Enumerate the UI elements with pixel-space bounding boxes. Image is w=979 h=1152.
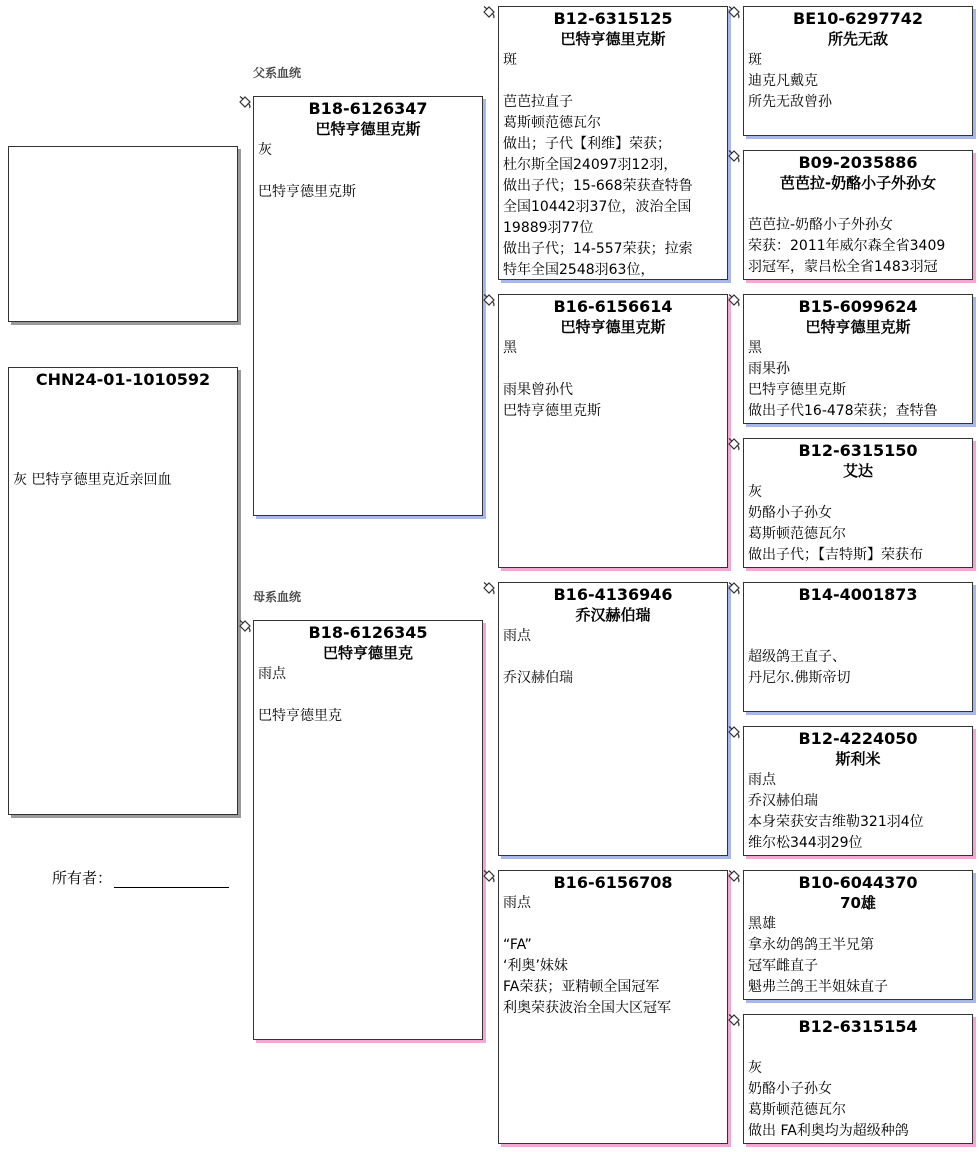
paint-bucket-icon[interactable] <box>727 6 741 20</box>
sd-lines <box>499 338 727 422</box>
paint-bucket-icon[interactable] <box>238 620 252 634</box>
dds-lines <box>744 914 972 998</box>
info-line: 巴特亨德里克斯 <box>503 403 601 419</box>
info-line: 芭芭拉直子 <box>503 94 573 110</box>
paint-bucket-icon[interactable] <box>238 96 252 110</box>
info-line: 雨点 <box>258 666 286 682</box>
sss-ring: BE10-6297742 <box>793 9 923 28</box>
sd-name: 巴特亨德里克斯 <box>560 318 666 336</box>
ddd-ring: B12-6315154 <box>798 1017 918 1036</box>
dds-box[interactable] <box>743 870 973 1000</box>
sdd-lines <box>744 482 972 566</box>
info-line: 斑 <box>748 52 762 68</box>
info-line: 荣获：2011年威尔森全省3409 <box>748 238 946 254</box>
info-line: 黑雄 <box>748 916 776 932</box>
sire-line-label: 父系血统 <box>253 66 302 80</box>
info-line: 雨点 <box>748 772 776 788</box>
dds-ring: B10-6044370 <box>798 873 918 892</box>
owner-field[interactable] <box>52 867 229 888</box>
ddd-name <box>744 1037 972 1058</box>
paint-bucket-icon[interactable] <box>482 6 496 20</box>
ds-ring: B16-4136946 <box>553 585 673 604</box>
owner-line <box>114 871 229 888</box>
ss-ring: B12-6315125 <box>553 9 673 28</box>
info-line: 超级鸽王直子、 <box>748 649 846 665</box>
info-line: 做出子代16-478荣获；查特鲁 <box>748 403 938 419</box>
paint-bucket-icon[interactable] <box>727 438 741 452</box>
dam-sire-box[interactable] <box>498 582 728 856</box>
info-line: 灰 <box>748 484 762 500</box>
info-line: 全国10442羽37位，波治全国 <box>503 199 692 215</box>
dam-name: 巴特亨德里克 <box>322 644 413 662</box>
sds-box[interactable] <box>743 294 973 424</box>
info-line: 利奥荣获波治全国大区冠军 <box>503 1000 671 1016</box>
dss-lines <box>744 626 972 689</box>
info-line: 羽冠军，蒙吕松全省1483羽冠 <box>748 259 938 275</box>
info-line: 乔汉赫伯瑞 <box>748 793 818 809</box>
sdd-name: 艾达 <box>842 462 873 480</box>
dam-ring: B18-6126345 <box>308 623 428 642</box>
info-line: 做出子代；【吉特斯】荣获布 <box>748 547 923 563</box>
info-line: 雨果曾孙代 <box>503 382 573 398</box>
info-line: 杜尔斯全国24097羽12羽， <box>503 157 678 173</box>
ssd-ring: B09-2035886 <box>798 153 918 172</box>
paint-bucket-icon[interactable] <box>727 1014 741 1028</box>
sss-lines <box>744 50 972 113</box>
info-line: 做出 FA利奥均为超级种鸽 <box>748 1123 909 1139</box>
info-line <box>258 161 478 182</box>
sire-box[interactable] <box>253 96 483 516</box>
info-line: 葛斯顿范德瓦尔 <box>748 526 846 542</box>
info-line: 丹尼尔.佛斯帝切 <box>748 670 851 686</box>
sss-box[interactable] <box>743 6 973 136</box>
sire-dam-box[interactable] <box>498 294 728 568</box>
info-line: 做出子代；15-668荣获查特鲁 <box>503 178 693 194</box>
info-line: 冠军雌直子 <box>748 958 818 974</box>
info-line: 所先无敌曾孙 <box>748 94 832 110</box>
dsd-ring: B12-4224050 <box>798 729 918 748</box>
info-line: “FA” <box>503 937 532 953</box>
ss-name: 巴特亨德里克斯 <box>560 30 666 48</box>
paint-bucket-icon[interactable] <box>727 726 741 740</box>
ssd-lines <box>744 194 972 278</box>
sire-ring: B18-6126347 <box>308 99 428 118</box>
paint-bucket-icon[interactable] <box>482 582 496 596</box>
dam-lines <box>254 664 482 727</box>
dsd-box[interactable] <box>743 726 973 856</box>
info-line: 奶酪小子孙女 <box>748 505 832 521</box>
ssd-box[interactable] <box>743 150 973 280</box>
info-line: 本身荣获安吉维勒321羽4位 <box>748 814 924 830</box>
subject-ring: CHN24-01-1010592 <box>35 370 211 389</box>
dss-box[interactable] <box>743 582 973 712</box>
info-line: 做出子代；14-557荣获；拉索 <box>503 241 693 257</box>
info-line: 芭芭拉-奶酪小子外孙女 <box>748 217 894 233</box>
dam-line-label: 母系血统 <box>253 590 302 604</box>
sdd-ring: B12-6315150 <box>798 441 918 460</box>
sds-name: 巴特亨德里克斯 <box>805 318 911 336</box>
dsd-lines <box>744 770 972 854</box>
info-line: 迪克凡戴克 <box>748 73 818 89</box>
info-line: 灰 <box>258 142 272 158</box>
sd-ring: B16-6156614 <box>553 297 673 316</box>
info-line <box>748 194 968 215</box>
info-line <box>503 914 723 935</box>
paint-bucket-icon[interactable] <box>727 582 741 596</box>
photo-box <box>8 146 238 322</box>
info-line: 巴特亨德里克斯 <box>258 184 356 200</box>
ss-lines <box>499 50 727 280</box>
owner-label: 所有者： <box>52 869 113 887</box>
paint-bucket-icon[interactable] <box>482 294 496 308</box>
ds-name: 乔汉赫伯瑞 <box>575 606 651 624</box>
info-line <box>503 71 723 92</box>
dds-name: 70雄 <box>840 894 876 912</box>
ds-lines <box>499 626 727 689</box>
info-line: ‘利奥’妹妹 <box>503 958 568 974</box>
info-line: 雨点 <box>503 895 531 911</box>
info-line: 巴特亨德里克斯 <box>748 382 846 398</box>
paint-bucket-icon[interactable] <box>727 870 741 884</box>
dd-lines <box>499 893 727 1019</box>
sire-name: 巴特亨德里克斯 <box>315 120 421 138</box>
paint-bucket-icon[interactable] <box>727 150 741 164</box>
info-line <box>748 626 968 647</box>
info-line: 19889羽77位 <box>503 220 594 236</box>
paint-bucket-icon[interactable] <box>482 870 496 884</box>
dsd-name: 斯利米 <box>835 750 881 768</box>
info-line: 魁弗兰鸽王半姐妹直子 <box>748 979 888 995</box>
info-line: 特年全国2548羽63位， <box>503 262 655 278</box>
sire-sire-box[interactable] <box>498 6 728 280</box>
subject-box <box>8 367 238 815</box>
sds-lines <box>744 338 972 422</box>
sdd-box[interactable] <box>743 438 973 568</box>
info-line <box>503 647 723 668</box>
info-line: 黑 <box>748 340 762 356</box>
info-line: FA荣获；亚精顿全国冠军 <box>503 979 660 995</box>
info-line: 葛斯顿范德瓦尔 <box>503 115 601 131</box>
dam-box[interactable] <box>253 620 483 1040</box>
dss-name <box>744 605 972 626</box>
info-line: 斑 <box>503 52 517 68</box>
info-line: 乔汉赫伯瑞 <box>503 670 573 686</box>
info-line: 葛斯顿范德瓦尔 <box>748 1102 846 1118</box>
info-line: 灰 <box>748 1060 762 1076</box>
dss-ring: B14-4001873 <box>798 585 918 604</box>
sire-lines <box>254 140 482 203</box>
info-line: 拿永幼鸽鸽王半兄第 <box>748 937 874 953</box>
info-line: 奶酪小子孙女 <box>748 1081 832 1097</box>
info-line: 做出；子代【利维】荣获； <box>503 136 671 152</box>
ddd-box[interactable] <box>743 1014 973 1144</box>
dam-dam-box[interactable] <box>498 870 728 1144</box>
paint-bucket-icon[interactable] <box>727 294 741 308</box>
info-line: 巴特亨德里克 <box>258 708 342 724</box>
sss-name: 所先无敌 <box>827 30 888 48</box>
info-line <box>258 685 478 706</box>
dd-ring: B16-6156708 <box>553 873 673 892</box>
info-line <box>503 359 723 380</box>
ddd-lines <box>744 1058 972 1142</box>
sds-ring: B15-6099624 <box>798 297 918 316</box>
info-line: 黑 <box>503 340 517 356</box>
subject-desc: 灰 巴特亨德里克近亲回血 <box>13 472 172 488</box>
ssd-name: 芭芭拉-奶酪小子外孙女 <box>779 174 937 192</box>
info-line: 雨果孙 <box>748 361 790 377</box>
info-line: 雨点 <box>503 628 531 644</box>
info-line: 维尔松344羽29位 <box>748 835 863 851</box>
